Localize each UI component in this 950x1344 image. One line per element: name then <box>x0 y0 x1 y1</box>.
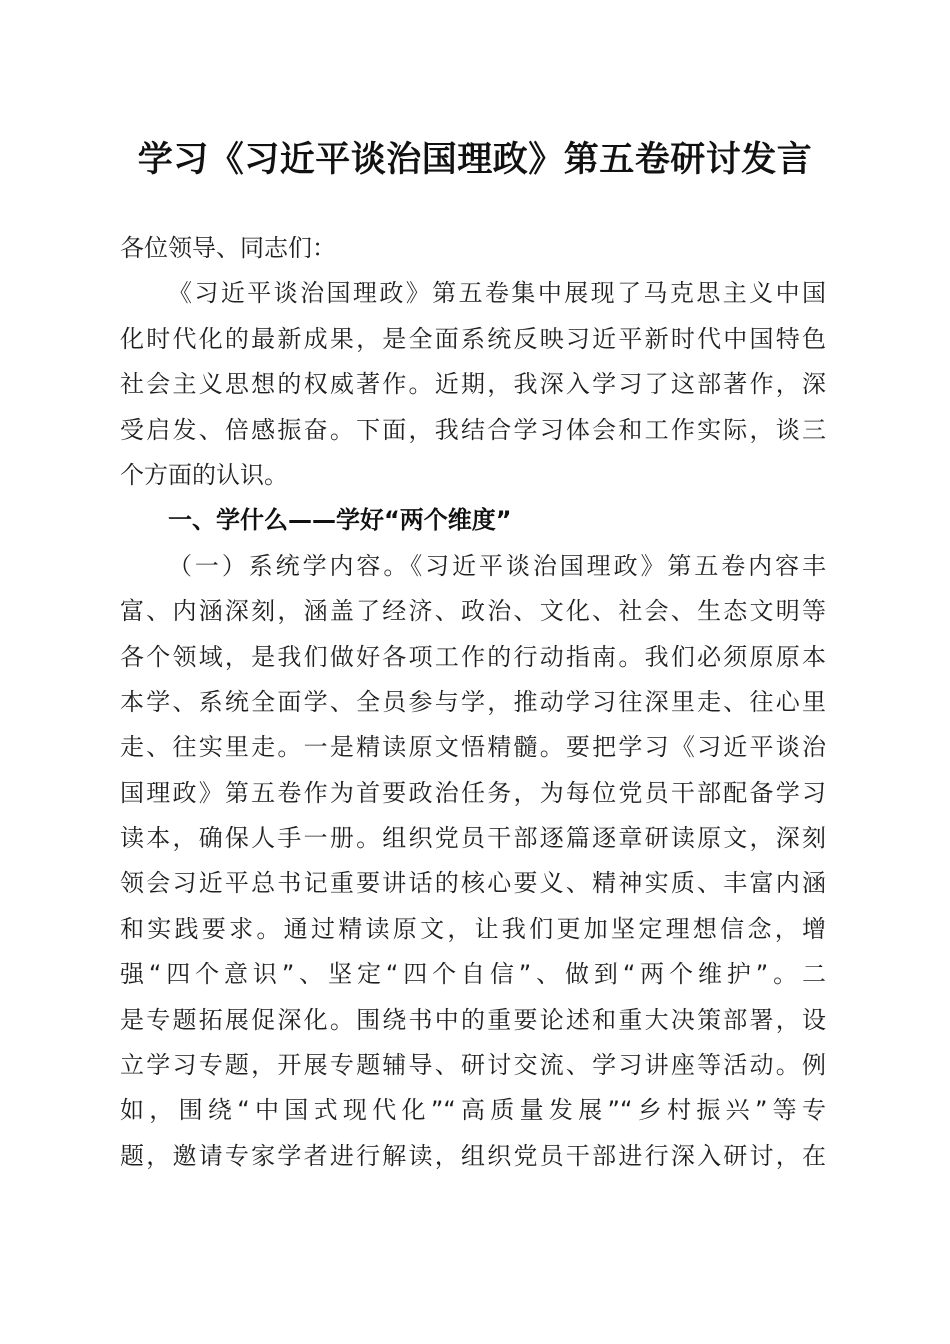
paragraph-line: 各个领域，是我们做好各项工作的行动指南。我们必须原原本 <box>120 642 826 671</box>
paragraph-line: 题，邀请专家学者进行解读，组织党员干部进行深入研讨，在 <box>120 1141 826 1170</box>
paragraph-line: （一）系统学内容。《习近平谈治国理政》第五卷内容丰 <box>168 551 826 580</box>
paragraph-line: 是专题拓展促深化。围绕书中的重要论述和重大决策部署，设 <box>120 1005 826 1034</box>
paragraph-line: 走、往实里走。一是精读原文悟精髓。要把学习《习近平谈治 <box>120 733 826 762</box>
paragraph-line: 和实践要求。通过精读原文，让我们更加坚定理想信念，增 <box>120 914 826 943</box>
paragraph-line: 本学、系统全面学、全员参与学，推动学习往深里走、往心里 <box>120 687 826 716</box>
paragraph-line: 富、内涵深刻，涵盖了经济、政治、文化、社会、生态文明等 <box>120 597 826 626</box>
paragraph-line: 读本，确保人手一册。组织党员干部逐篇逐章研读原文，深刻 <box>120 824 826 853</box>
paragraph-line: 化时代化的最新成果，是全面系统反映习近平新时代中国特色 <box>120 324 826 353</box>
paragraph-line: 《习近平谈治国理政》第五卷集中展现了马克思主义中国 <box>168 279 826 308</box>
document-title: 学习《习近平谈治国理政》第五卷研讨发言 <box>137 139 813 180</box>
paragraph-line: 立学习专题，开展专题辅导、研讨交流、学习讲座等活动。例 <box>120 1051 826 1080</box>
section-heading: 一、学什么——学好“两个维度” <box>168 506 512 535</box>
paragraph-line: 社会主义思想的权威著作。近期，我深入学习了这部著作，深 <box>120 370 826 399</box>
paragraph-line: 受启发、倍感振奋。下面，我结合学习体会和工作实际，谈三 <box>120 415 826 444</box>
paragraph-line: 强“四个意识”、坚定“四个自信”、做到“两个维护”。二 <box>120 960 826 989</box>
document-body <box>120 226 826 1179</box>
paragraph-line: 领会习近平总书记重要讲话的核心要义、精神实质、丰富内涵 <box>120 869 826 898</box>
paragraph-line: 个方面的认识。 <box>120 460 288 489</box>
salutation: 各位领导、同志们： <box>120 234 336 262</box>
paragraph-line: 如，围绕“中国式现代化”“高质量发展”“乡村振兴”等专 <box>120 1096 826 1125</box>
paragraph-line: 国理政》第五卷作为首要政治任务，为每位党员干部配备学习 <box>120 778 826 807</box>
